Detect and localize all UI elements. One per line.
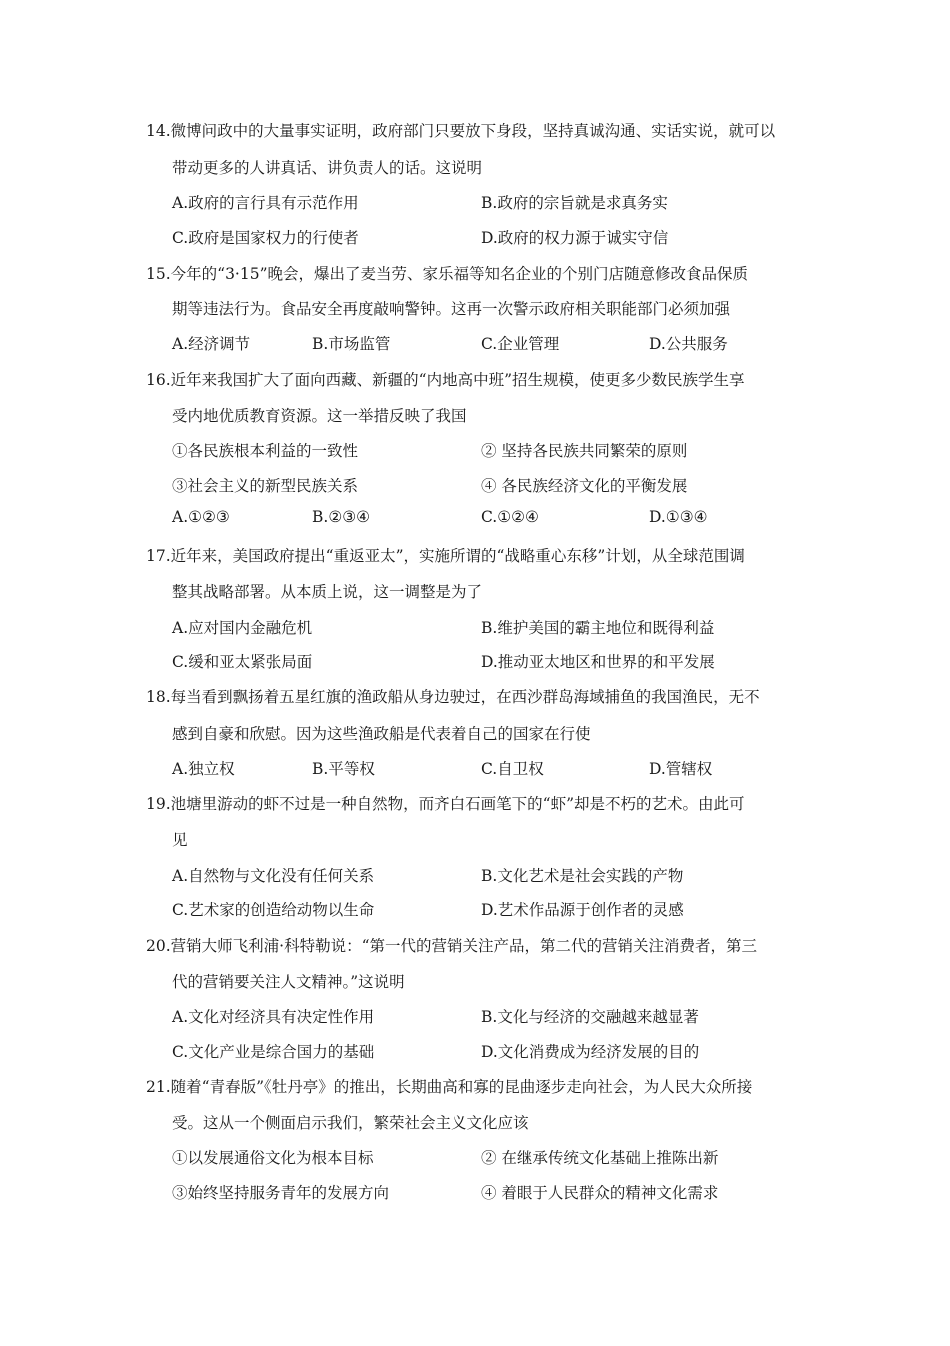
option-b: B.②③④ — [312, 508, 371, 526]
statement-2: ② 坚持各民族共同繁荣的原则 — [481, 442, 688, 460]
option-c: C.政府是国家权力的行使者 — [172, 229, 359, 247]
option-d: D.艺术作品源于创作者的灵感 — [481, 901, 684, 919]
option-a: A.独立权 — [172, 760, 235, 778]
question-stem: 整其战略部署。从本质上说，这一调整是为了 — [172, 583, 483, 601]
question-stem: 16.近年来我国扩大了面向西藏、新疆的“内地高中班”招生规模，使更多少数民族学生享 — [146, 371, 745, 389]
question-stem: 感到自豪和欣慰。因为这些渔政船是代表着自己的国家在行使 — [172, 725, 591, 743]
option-a: A.①②③ — [172, 508, 230, 526]
statement-4: ④ 各民族经济文化的平衡发展 — [481, 477, 688, 495]
option-d: D.政府的权力源于诚实守信 — [481, 229, 669, 247]
statement-1: ①以发展通俗文化为根本目标 — [172, 1149, 374, 1167]
option-d: D.①③④ — [649, 508, 708, 526]
option-c: C.艺术家的创造给动物以生命 — [172, 901, 375, 919]
option-d: D.文化消费成为经济发展的目的 — [481, 1043, 700, 1061]
question-stem: 代的营销要关注人文精神。”这说明 — [172, 973, 405, 991]
option-b: B.市场监管 — [312, 335, 391, 353]
question-stem: 受。这从一个侧面启示我们，繁荣社会主义文化应该 — [172, 1114, 529, 1132]
option-a: A.文化对经济具有决定性作用 — [172, 1008, 375, 1026]
question-stem: 带动更多的人讲真话、讲负责人的话。这说明 — [172, 159, 483, 177]
statement-3: ③始终坚持服务青年的发展方向 — [172, 1184, 390, 1202]
option-c: C.文化产业是综合国力的基础 — [172, 1043, 375, 1061]
option-b: B.政府的宗旨就是求真务实 — [481, 194, 668, 212]
option-c: C.自卫权 — [481, 760, 544, 778]
option-a: A.应对国内金融危机 — [172, 619, 313, 637]
option-d: D.推动亚太地区和世界的和平发展 — [481, 653, 715, 671]
question-stem: 见 — [172, 831, 188, 849]
statement-3: ③社会主义的新型民族关系 — [172, 477, 359, 495]
statement-4: ④ 着眼于人民群众的精神文化需求 — [481, 1184, 719, 1202]
option-b: B.平等权 — [312, 760, 375, 778]
option-a: A.经济调节 — [172, 335, 251, 353]
option-c: C.企业管理 — [481, 335, 560, 353]
option-c: C.缓和亚太紧张局面 — [172, 653, 313, 671]
statement-2: ② 在继承传统文化基础上推陈出新 — [481, 1149, 719, 1167]
question-stem: 15.今年的“3·15”晚会，爆出了麦当劳、家乐福等知名企业的个别门店随意修改食品保质 — [146, 265, 749, 283]
option-b: B.维护美国的霸主地位和既得利益 — [481, 619, 715, 637]
option-d: D.管辖权 — [649, 760, 713, 778]
question-stem: 18.每当看到飘扬着五星红旗的渔政船从身边驶过，在西沙群岛海域捕鱼的我国渔民，无不 — [146, 688, 760, 706]
question-stem: 17.近年来，美国政府提出“重返亚太”，实施所谓的“战略重心东移”计划，从全球范围调 — [146, 547, 745, 565]
option-c: C.①②④ — [481, 508, 539, 526]
option-a: A.自然物与文化没有任何关系 — [172, 867, 375, 885]
option-d: D.公共服务 — [649, 335, 728, 353]
option-b: B.文化与经济的交融越来越显著 — [481, 1008, 699, 1026]
question-stem: 20.营销大师飞利浦·科特勒说：“第一代的营销关注产品，第二代的营销关注消费者，第三 — [146, 937, 758, 955]
question-stem: 19.池塘里游动的虾不过是一种自然物，而齐白石画笔下的“虾”却是不朽的艺术。由此可 — [146, 795, 745, 813]
question-stem: 受内地优质教育资源。这一举措反映了我国 — [172, 407, 467, 425]
question-stem: 21.随着“青春版”《牡丹亭》的推出，长期曲高和寡的昆曲逐步走向社会，为人民大众所接 — [146, 1078, 753, 1096]
statement-1: ①各民族根本利益的一致性 — [172, 442, 359, 460]
question-stem: 期等违法行为。食品安全再度敲响警钟。这再一次警示政府相关职能部门必须加强 — [172, 300, 731, 318]
option-a: A.政府的言行具有示范作用 — [172, 194, 359, 212]
question-stem: 14.微博问政中的大量事实证明，政府部门只要放下身段，坚持真诚沟通、实话实说，就可以 — [146, 122, 776, 140]
option-b: B.文化艺术是社会实践的产物 — [481, 867, 684, 885]
